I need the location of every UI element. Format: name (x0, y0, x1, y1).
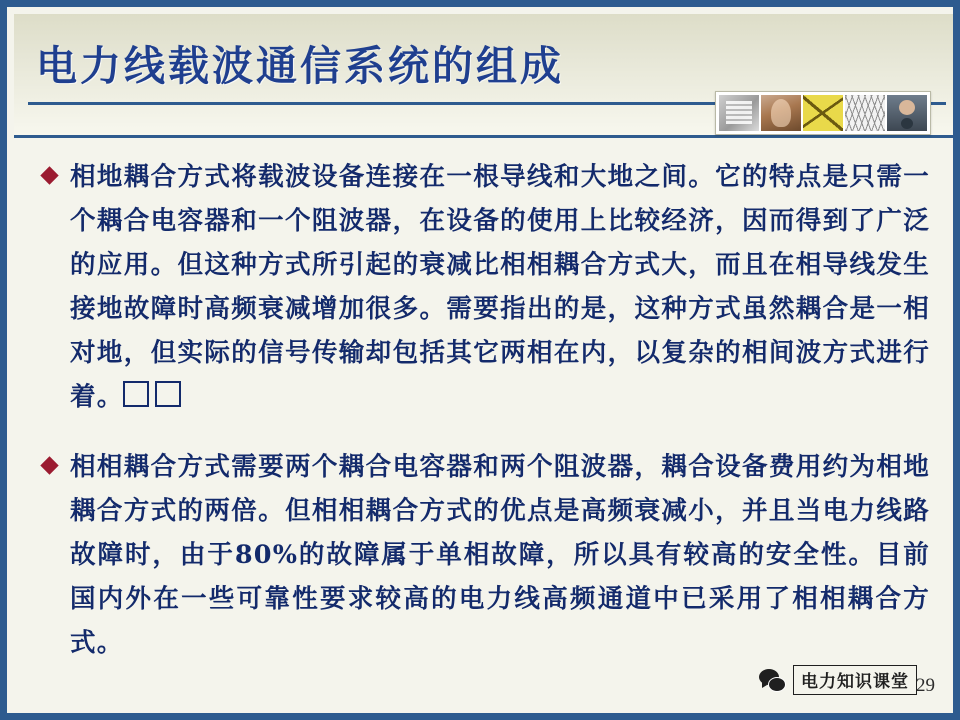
bullet-paragraph (40, 155, 930, 419)
page-title: 电力线载波通信系统的组成 (36, 42, 564, 90)
slide-body (14, 141, 960, 720)
photo-thumb-engineer (887, 95, 927, 131)
photo-thumb-worker (761, 95, 801, 131)
bullet-marker (40, 155, 70, 182)
photo-thumb-grid (845, 95, 885, 131)
bullet-paragraph (40, 445, 930, 665)
photo-thumb-diagram (803, 95, 843, 131)
missing-glyph-box (155, 381, 181, 407)
paragraph-text-2: 相相耦合方式需要两个耦合电容器和两个阻波器，耦合设备费用约为相地耦合方式的两倍。但相相耦合方式的优点是高频衰减小，并且当电力线路故障时，由于80%的故障属于单相故障，所以具有较高的安全性。目前国内外在一些可靠性要求较高的电力线高频通道中已采用了相相耦合方式。 (70, 452, 930, 658)
diamond-bullet-icon (40, 456, 58, 474)
page-number: 29 (916, 675, 935, 696)
diamond-bullet-icon (40, 166, 58, 184)
photo-strip (715, 91, 931, 135)
paragraph-text-1 (70, 155, 930, 419)
footer-brand (759, 665, 917, 695)
photo-thumb-meter (719, 95, 759, 131)
paragraph-body-1: 相地耦合方式将载波设备连接在一根导线和大地之间。它的特点是只需一个耦合电容器和一个阻波器，在设备的使用上比较经济，因而得到了广泛的应用。但这种方式所引起的衰减比相相耦合方式大，而且在相导线发生接地故障时高频衰减增加很多。需要指出的是，这种方式虽然耦合是一相对地，但实际的信号传输却包括其它两相在内，以复杂的相间波方式进行着。 (70, 162, 930, 412)
missing-glyph-box (123, 381, 149, 407)
bullet-marker (40, 445, 70, 472)
wechat-icon (759, 669, 786, 692)
brand-label: 电力知识课堂 (793, 665, 917, 695)
